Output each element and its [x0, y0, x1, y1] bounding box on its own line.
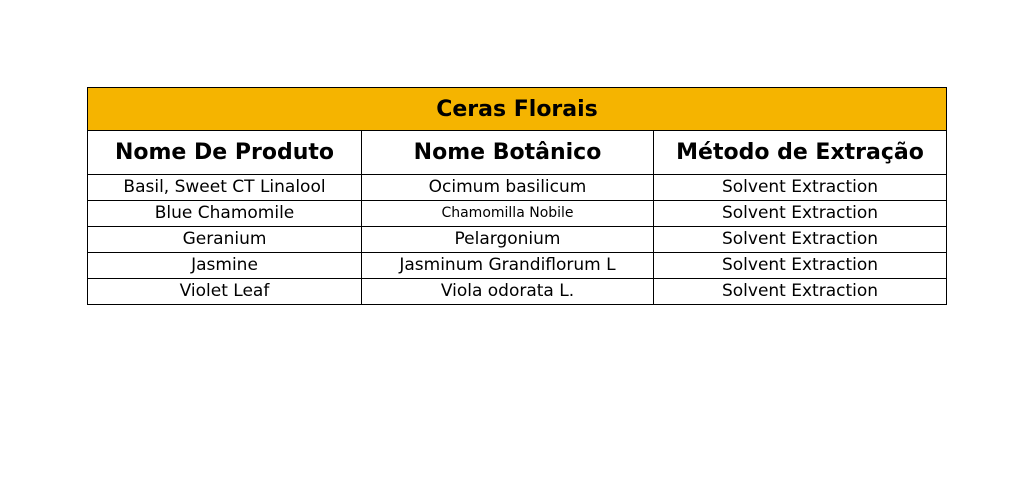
table-header-row: [88, 131, 947, 175]
cell-botanical-name: Jasminum Grandiflorum L: [362, 253, 654, 279]
cell-product-name: Jasmine: [88, 253, 362, 279]
ceras-florais-table: [87, 87, 947, 305]
cell-extraction-method: Solvent Extraction: [654, 279, 947, 305]
cell-product-name: Blue Chamomile: [88, 201, 362, 227]
cell-extraction-method: Solvent Extraction: [654, 201, 947, 227]
table-row: [88, 201, 947, 227]
cell-botanical-name: Chamomilla Nobile: [362, 201, 654, 227]
header-extraction-method: Método de Extração: [654, 131, 947, 175]
cell-extraction-method: Solvent Extraction: [654, 227, 947, 253]
cell-product-name: Basil, Sweet CT Linalool: [88, 175, 362, 201]
table-title: Ceras Florais: [88, 88, 947, 131]
table-row: [88, 279, 947, 305]
cell-product-name: Geranium: [88, 227, 362, 253]
cell-botanical-name: Viola odorata L.: [362, 279, 654, 305]
cell-botanical-name: Pelargonium: [362, 227, 654, 253]
table-title-row: [88, 88, 947, 131]
cell-botanical-name: Ocimum basilicum: [362, 175, 654, 201]
cell-product-name: Violet Leaf: [88, 279, 362, 305]
header-botanical-name: Nome Botânico: [362, 131, 654, 175]
table-row: [88, 227, 947, 253]
cell-extraction-method: Solvent Extraction: [654, 175, 947, 201]
table-row: [88, 175, 947, 201]
table-row: [88, 253, 947, 279]
cell-extraction-method: Solvent Extraction: [654, 253, 947, 279]
header-product-name: Nome De Produto: [88, 131, 362, 175]
